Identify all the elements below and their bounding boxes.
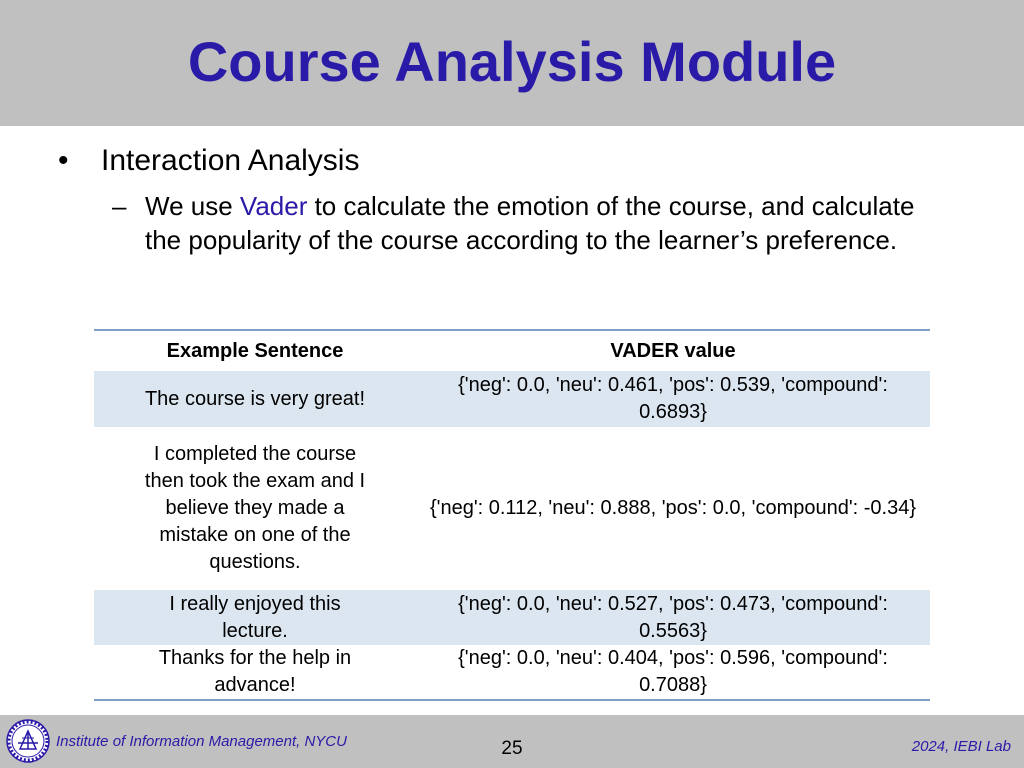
sub-bullet-text-after: to calculate the emotion of the course, and calculate the popularity of the course according to the learner’s preference. <box>145 191 915 255</box>
vader-value-text: {'neg': 0.112, 'neu': 0.888, 'pos': 0.0, 'compound': -0.34} <box>429 497 917 519</box>
sentence-cell <box>94 590 416 645</box>
bullet-marker: • <box>58 144 69 177</box>
sentence-text: The course is very great! <box>144 387 366 410</box>
table-row <box>94 645 930 700</box>
institute-name: Institute of Information Management, NYCU <box>56 733 347 750</box>
header-example-sentence: Example Sentence <box>166 339 344 362</box>
sentence-cell <box>94 371 416 427</box>
slide-title: Course Analysis Module <box>187 30 837 93</box>
page-number: 25 <box>501 738 523 759</box>
footer-bar <box>0 715 1024 768</box>
table-header-row <box>94 330 930 371</box>
sentence-text: I really enjoyed this lecture. <box>169 592 341 642</box>
bullet-text: Interaction Analysis <box>101 144 360 177</box>
table-row <box>94 427 930 590</box>
sub-bullet-text-before: We use <box>145 191 240 221</box>
lab-credit: 2024, IEBI Lab <box>911 738 1011 755</box>
sentence-text: I completed the course then took the exam and I believe they made a mistake on one of the questions. <box>144 443 366 573</box>
sub-bullet-text <box>145 189 945 257</box>
sentence-text: Thanks for the help in advance! <box>158 647 352 696</box>
sub-bullet-marker: – <box>112 191 127 221</box>
sentence-cell <box>94 645 416 700</box>
vader-value-text: {'neg': 0.0, 'neu': 0.461, 'pos': 0.539, 'compound': 0.6893} <box>458 374 888 423</box>
header-vader-value: VADER value <box>610 339 736 362</box>
vader-highlight: Vader <box>239 191 308 221</box>
vader-value-text: {'neg': 0.0, 'neu': 0.404, 'pos': 0.596, 'compound': 0.7088} <box>458 647 888 696</box>
vader-value-cell <box>416 427 930 590</box>
table-row <box>94 371 930 427</box>
vader-table <box>94 329 930 701</box>
vader-value-cell <box>416 590 930 645</box>
title-bar <box>0 0 1024 126</box>
vader-value-cell <box>416 371 930 427</box>
sentence-cell <box>94 427 416 590</box>
vader-value-cell <box>416 645 930 700</box>
table-row <box>94 590 930 645</box>
vader-value-text: {'neg': 0.0, 'neu': 0.527, 'pos': 0.473, 'compound': 0.5563} <box>458 592 888 642</box>
